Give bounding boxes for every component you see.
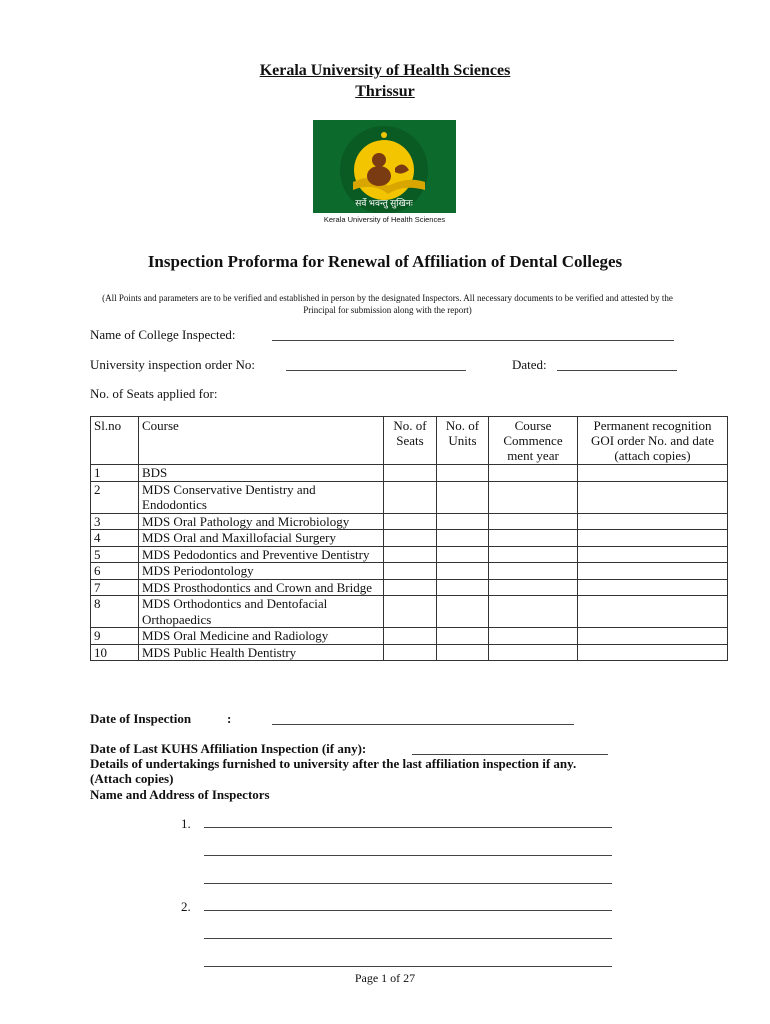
header-commence: Course Commence ment year: [489, 417, 578, 465]
row-units-cell[interactable]: [437, 628, 489, 645]
row-number: 4: [91, 530, 139, 547]
row-number: 2: [91, 481, 139, 513]
page-title: Inspection Proforma for Renewal of Affiliation of Dental Colleges: [147, 252, 623, 271]
inspector-1-number: 1.: [181, 816, 191, 831]
undertakings-label: Details of undertakings furnished to university after the last affiliation inspection if any.: [90, 756, 577, 771]
last-inspection-field[interactable]: [412, 754, 608, 755]
row-seats-cell[interactable]: [384, 563, 437, 580]
row-number: 1: [91, 465, 139, 482]
row-recognition-cell[interactable]: [578, 644, 728, 661]
last-inspection-label: Date of Last KUHS Affiliation Inspection (if any):: [90, 741, 367, 756]
row-seats-cell[interactable]: [384, 465, 437, 482]
row-recognition-cell[interactable]: [578, 563, 728, 580]
date-of-inspection-field[interactable]: [272, 724, 574, 725]
row-units-cell[interactable]: [437, 596, 489, 628]
university-title: Kerala University of Health Sciences: [259, 62, 511, 79]
logo-emblem-icon: [313, 120, 456, 213]
header-recognition: Permanent recognition GOI order No. and date (attach copies): [578, 417, 728, 465]
inspector-2-number: 2.: [181, 899, 191, 914]
dated-label: Dated:: [512, 357, 547, 372]
table-row: [91, 546, 728, 563]
row-commence-cell[interactable]: [489, 563, 578, 580]
row-commence-cell[interactable]: [489, 579, 578, 596]
table-row: [91, 596, 728, 628]
dated-field[interactable]: [557, 370, 677, 371]
college-name-label: Name of College Inspected:: [90, 327, 236, 342]
row-number: 10: [91, 644, 139, 661]
row-units-cell[interactable]: [437, 546, 489, 563]
row-commence-cell[interactable]: [489, 546, 578, 563]
header-seats: No. of Seats: [384, 417, 437, 465]
row-course: MDS Pedodontics and Preventive Dentistry: [139, 546, 384, 563]
row-number: 9: [91, 628, 139, 645]
date-of-inspection-colon: :: [227, 711, 232, 726]
date-of-inspection-label: Date of Inspection: [90, 711, 192, 726]
table-row: [91, 579, 728, 596]
table-row: [91, 530, 728, 547]
inspector-1-line-3[interactable]: [204, 883, 612, 884]
row-units-cell[interactable]: [437, 481, 489, 513]
header-course: Course: [139, 417, 384, 465]
order-no-label: University inspection order No:: [90, 357, 255, 372]
row-units-cell[interactable]: [437, 579, 489, 596]
table-row: [91, 628, 728, 645]
table-row: [91, 563, 728, 580]
page-number: Page 1 of 27: [354, 971, 416, 985]
table-row: [91, 644, 728, 661]
table-row: [91, 513, 728, 530]
row-commence-cell[interactable]: [489, 628, 578, 645]
row-seats-cell[interactable]: [384, 579, 437, 596]
seats-label: No. of Seats applied for:: [90, 386, 218, 401]
row-recognition-cell[interactable]: [578, 546, 728, 563]
row-course: MDS Oral Pathology and Microbiology: [139, 513, 384, 530]
inspector-1-line-2[interactable]: [204, 855, 612, 856]
row-commence-cell[interactable]: [489, 530, 578, 547]
inspector-2-line-1[interactable]: [204, 910, 612, 911]
row-course: MDS Conservative Dentistry and Endodontics: [139, 481, 384, 513]
row-course: MDS Prosthodontics and Crown and Bridge: [139, 579, 384, 596]
header-units: No. of Units: [437, 417, 489, 465]
logo-caption: Kerala University of Health Sciences: [313, 213, 456, 235]
row-seats-cell[interactable]: [384, 546, 437, 563]
row-course: BDS: [139, 465, 384, 482]
university-logo: [313, 120, 456, 235]
attach-copies-label: (Attach copies): [90, 771, 174, 786]
row-number: 5: [91, 546, 139, 563]
row-recognition-cell[interactable]: [578, 628, 728, 645]
courses-table: [90, 416, 728, 661]
table-row: [91, 465, 728, 482]
row-commence-cell[interactable]: [489, 644, 578, 661]
college-name-field[interactable]: [272, 340, 674, 341]
inspector-2-line-3[interactable]: [204, 966, 612, 967]
row-seats-cell[interactable]: [384, 644, 437, 661]
row-course: MDS Oral and Maxillofacial Surgery: [139, 530, 384, 547]
row-seats-cell[interactable]: [384, 596, 437, 628]
row-number: 3: [91, 513, 139, 530]
row-units-cell[interactable]: [437, 563, 489, 580]
row-recognition-cell[interactable]: [578, 465, 728, 482]
header-slno: Sl.no: [91, 417, 139, 465]
row-units-cell[interactable]: [437, 465, 489, 482]
row-recognition-cell[interactable]: [578, 530, 728, 547]
table-row: [91, 481, 728, 513]
row-course: MDS Orthodontics and Dentofacial Orthopaedics: [139, 596, 384, 628]
row-number: 7: [91, 579, 139, 596]
row-commence-cell[interactable]: [489, 481, 578, 513]
row-commence-cell[interactable]: [489, 513, 578, 530]
row-seats-cell[interactable]: [384, 628, 437, 645]
row-units-cell[interactable]: [437, 644, 489, 661]
row-recognition-cell[interactable]: [578, 596, 728, 628]
row-recognition-cell[interactable]: [578, 579, 728, 596]
city-title: Thrissur: [355, 83, 415, 100]
row-course: MDS Oral Medicine and Radiology: [139, 628, 384, 645]
order-no-field[interactable]: [286, 370, 466, 371]
row-seats-cell[interactable]: [384, 481, 437, 513]
row-course: MDS Public Health Dentistry: [139, 644, 384, 661]
inspector-2-line-2[interactable]: [204, 938, 612, 939]
logo-motto: सर्वे भवन्तु सुखिनः: [355, 198, 413, 208]
row-course: MDS Periodontology: [139, 563, 384, 580]
row-number: 8: [91, 596, 139, 628]
row-commence-cell[interactable]: [489, 465, 578, 482]
row-commence-cell[interactable]: [489, 596, 578, 628]
inspector-1-line-1[interactable]: [204, 827, 612, 828]
row-units-cell[interactable]: [437, 513, 489, 530]
table-header-row: [91, 417, 728, 465]
row-seats-cell[interactable]: [384, 530, 437, 547]
row-units-cell[interactable]: [437, 530, 489, 547]
row-number: 6: [91, 563, 139, 580]
row-seats-cell[interactable]: [384, 513, 437, 530]
inspectors-label: Name and Address of Inspectors: [90, 787, 270, 802]
instruction-note: (All Points and parameters are to be verified and established in person by the designated Inspectors. All necessary documents to be verified and attested by the Principal for submission along with the report): [102, 293, 673, 315]
row-recognition-cell[interactable]: [578, 481, 728, 513]
row-recognition-cell[interactable]: [578, 513, 728, 530]
